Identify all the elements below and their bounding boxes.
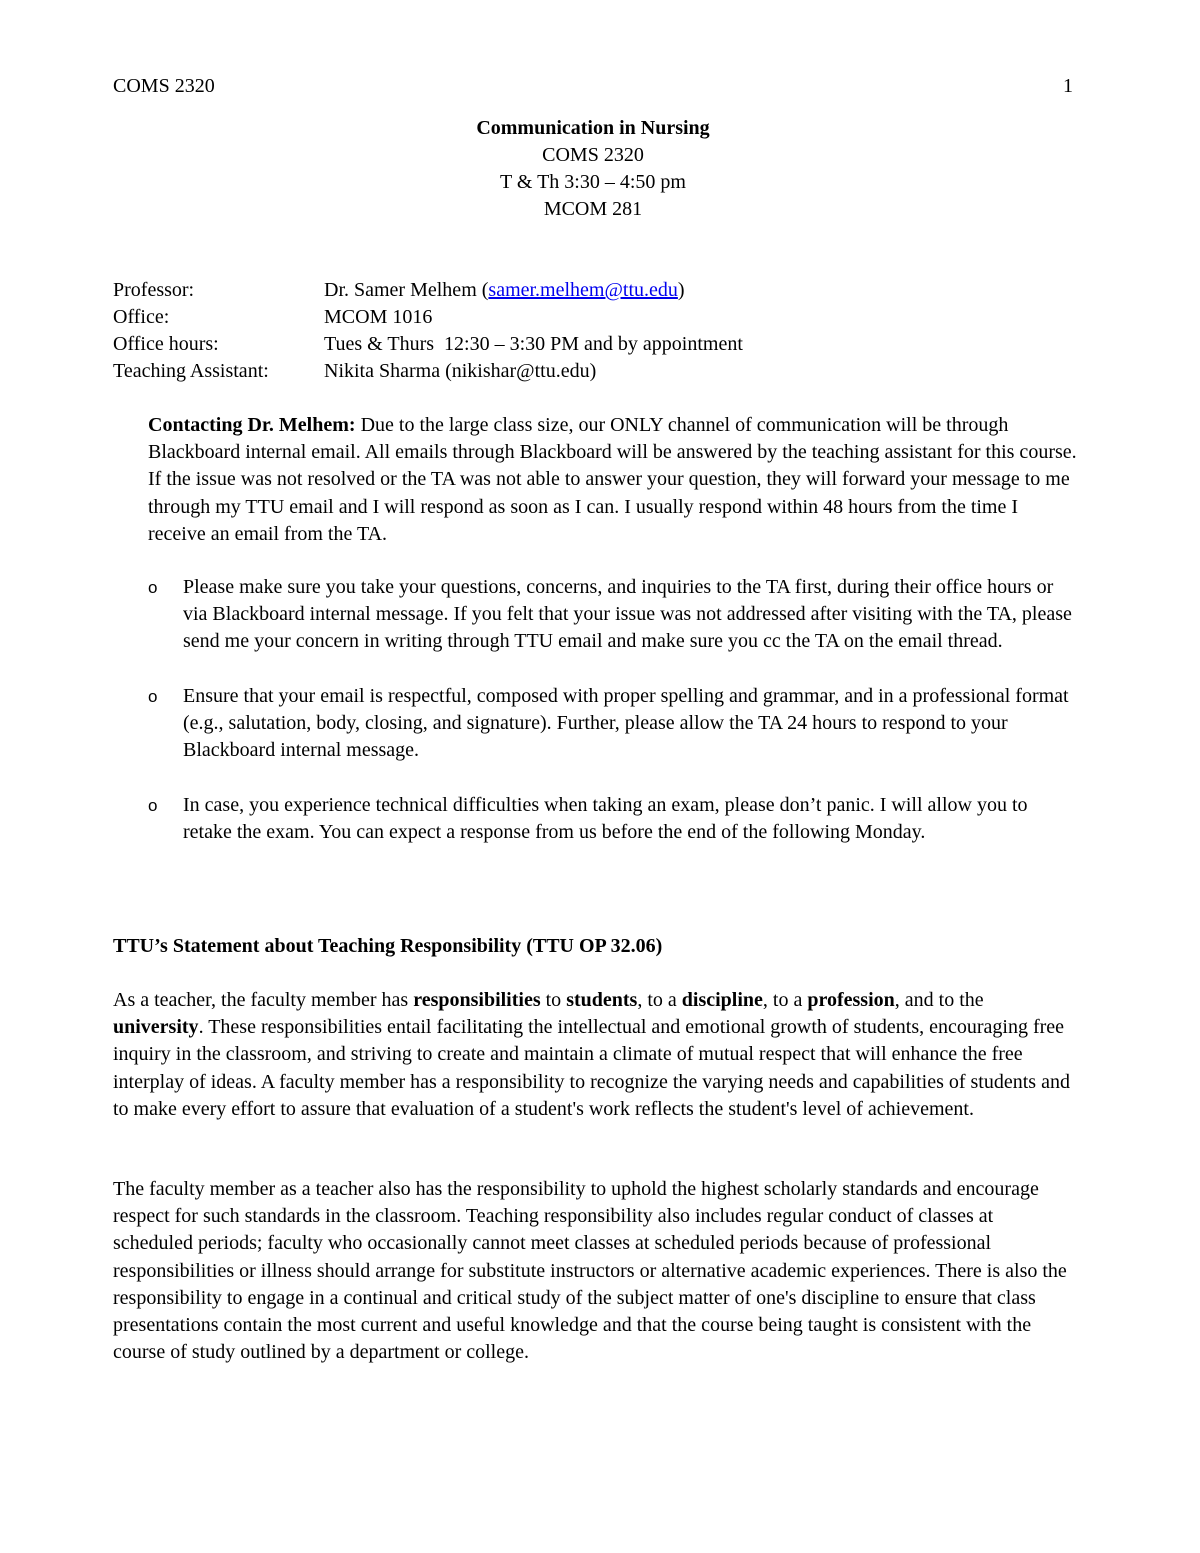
text-run: , to a	[762, 989, 808, 1011]
list-item-text: In case, you experience technical difficulties when taking an exam, please don’t panic. I will allow you to retake the exam. You can expect a response from us before the end of the following Monday.	[183, 793, 1028, 843]
teaching-responsibility-paragraph-1	[113, 987, 1078, 1123]
office-hours-value: Tues & Thurs 12:30 – 3:30 PM and by appointment	[324, 333, 743, 355]
bold-term: profession	[807, 989, 895, 1011]
bold-term: university	[113, 1016, 199, 1039]
contact-text: Due to the large class size, our ONLY channel of communication will be through Blackboard internal email. All emails through Blackboard will be answered by the teaching assistant for this course. If the issue was not resolved or the TA was not able to answer your question, they will forward your message to me through my TTU email and I will respond as soon as I can. I usually respond within 48 hours from the time I receive an email from the TA.	[148, 414, 1077, 545]
course-room: MCOM 281	[543, 198, 643, 220]
course-title: Communication in Nursing	[476, 117, 710, 139]
list-item	[148, 792, 1078, 846]
professor-name-suffix: )	[677, 279, 685, 301]
contact-lead: Contacting Dr. Melhem:	[148, 414, 356, 436]
course-schedule: T & Th 3:30 – 4:50 pm	[500, 171, 686, 193]
text-run: As a teacher, the faculty member has	[113, 989, 414, 1011]
course-title-block	[113, 115, 1073, 223]
contact-guidelines-list	[148, 574, 1078, 873]
text-run: . These responsibilities entail facilitating the intellectual and emotional growth of students, encouraging free inquiry in the classroom, and striving to create and maintain a climate of mutual respect that will enhance the free interplay of ideas. A faculty member has a responsibility to recognize the varying needs and capabilities of students and to make every effort to assure that evaluation of a student's work reflects the student's level of achievement.	[113, 1016, 1070, 1120]
course-code: COMS 2320	[542, 144, 644, 166]
ta-value: Nikita Sharma (nikishar@ttu.edu)	[324, 360, 597, 382]
bullet-marker: o	[148, 578, 158, 597]
text-run: , to a	[637, 989, 682, 1011]
info-row-office-hours	[113, 331, 1073, 358]
bullet-marker: o	[148, 795, 158, 815]
page-number: 1	[1063, 75, 1073, 97]
bullet-marker: o	[148, 686, 158, 706]
list-item	[148, 574, 1078, 656]
bold-term: responsibilities	[413, 989, 541, 1011]
text-run: to	[540, 989, 567, 1011]
bold-term: discipline	[681, 989, 763, 1011]
professor-email-link[interactable]: samer.melhem@ttu.edu	[488, 279, 678, 301]
office-label: Office:	[113, 306, 170, 328]
info-row-ta	[113, 358, 1073, 385]
professor-label: Professor:	[113, 279, 195, 301]
info-row-office	[113, 304, 1073, 331]
bold-term: students	[566, 989, 638, 1011]
professor-value	[324, 277, 1073, 304]
course-info	[113, 277, 1073, 385]
info-row-professor	[113, 277, 1073, 304]
office-hours-label: Office hours:	[113, 333, 219, 355]
professor-name: Dr. Samer Melhem (	[324, 279, 489, 301]
running-header: COMS 2320	[113, 75, 215, 97]
teaching-responsibility-paragraph-2: The faculty member as a teacher also has the responsibility to uphold the highest scholarly standards and encourage respect for such standards in the classroom. Teaching responsibility also includes regular conduct of classes at scheduled periods; faculty who occasionally cannot meet classes at scheduled periods because of professional responsibilities or illness should arrange for substitute instructors or alternative academic experiences. There is also the responsibility to engage in a continual and critical study of the subject matter of one's discipline to ensure that class presentations contain the most current and useful knowledge and that the course being taught is consistent with the course of study outlined by a department or college.	[113, 1178, 1067, 1364]
list-item	[148, 683, 1078, 765]
list-item-text: Please make sure you take your questions, concerns, and inquiries to the TA first, during their office hours or via Blackboard internal message. If you felt that your issue was not addressed after visiting with the TA, please send me your concern in writing through TTU email and make sure you cc the TA on the email thread.	[183, 576, 1072, 653]
text-run: , and to the	[894, 989, 984, 1011]
list-item-text: Ensure that your email is respectful, composed with proper spelling and grammar, and in a professional format (e.g., salutation, body, closing, and signature). Further, please allow the TA 24 hours to respond to your Blackboard internal message.	[183, 684, 1069, 762]
contact-paragraph	[148, 412, 1078, 548]
ta-label: Teaching Assistant:	[113, 360, 269, 382]
section-heading: TTU’s Statement about Teaching Responsibility (TTU OP 32.06)	[113, 935, 663, 957]
office-value: MCOM 1016	[324, 306, 433, 328]
